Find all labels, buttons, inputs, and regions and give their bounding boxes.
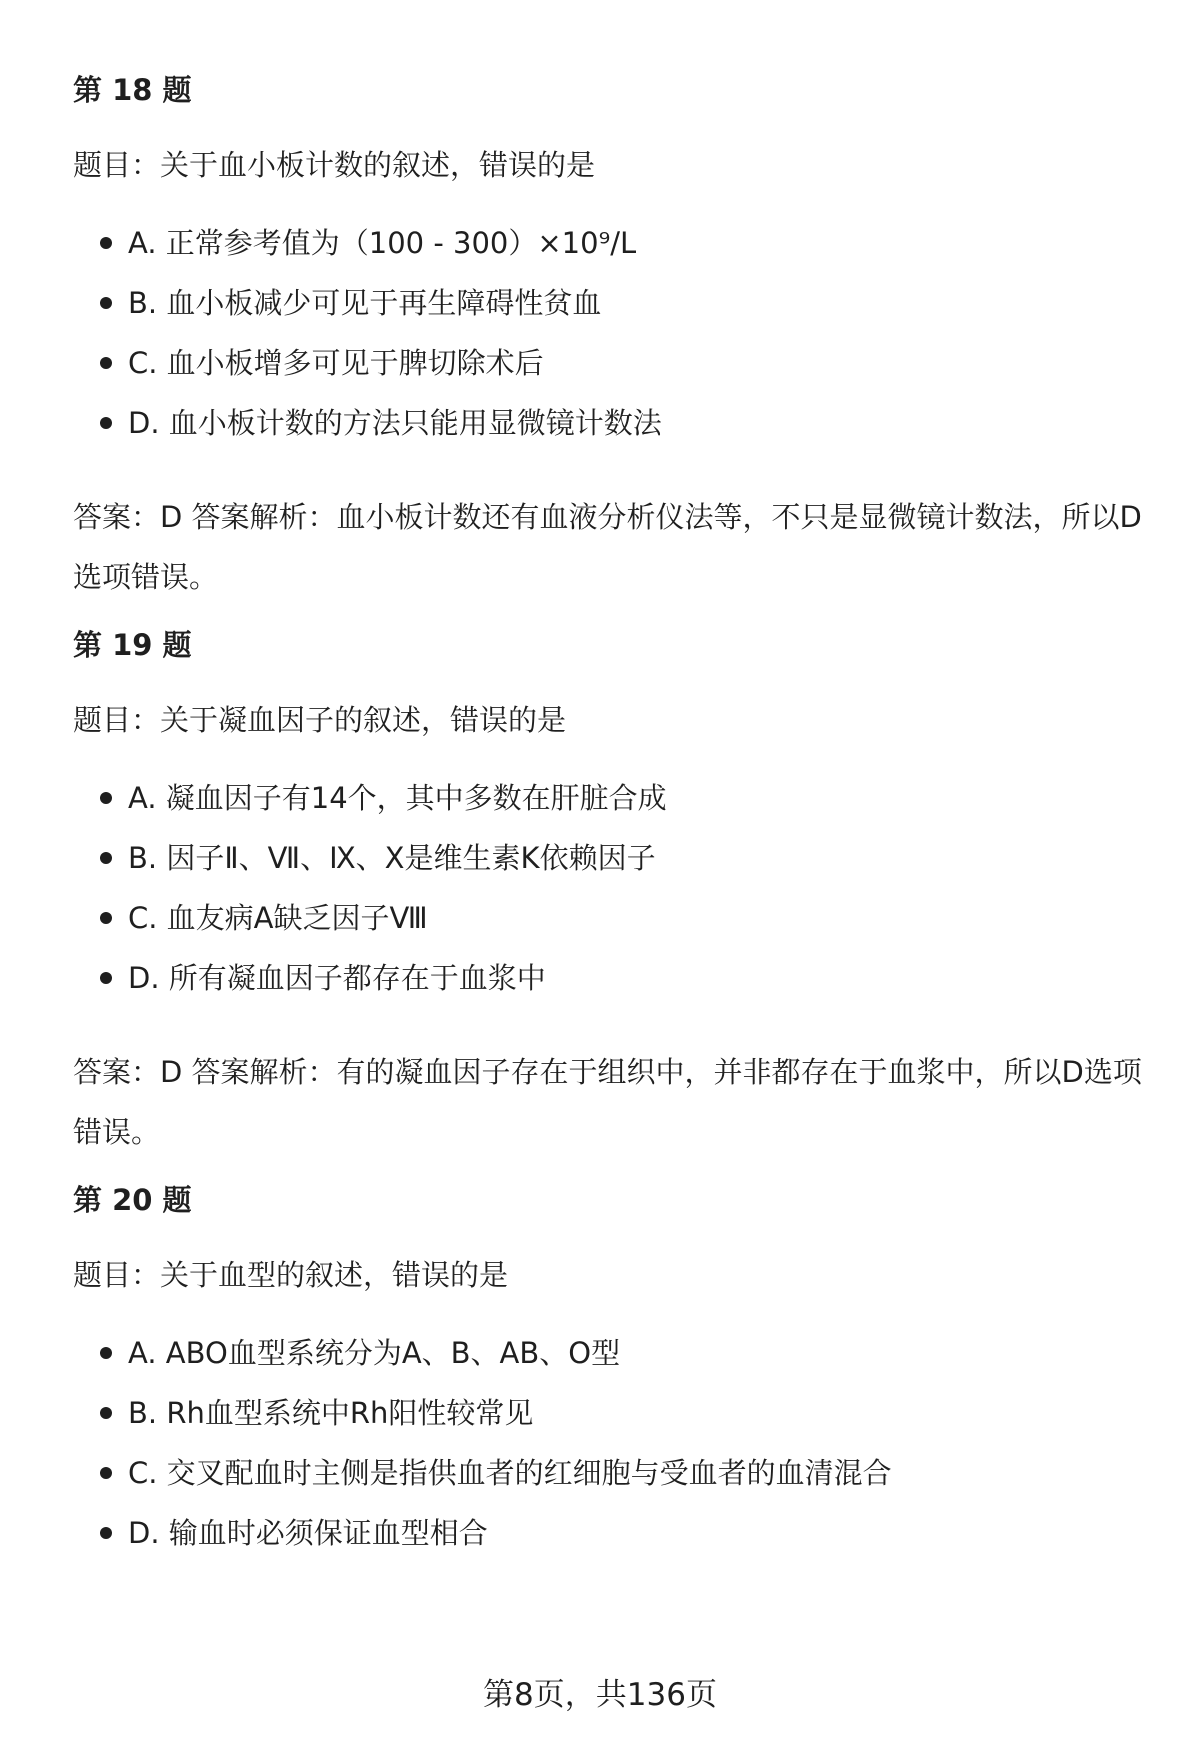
bullet-icon xyxy=(100,357,112,369)
option-text: A. 凝血因子有14个，其中多数在肝脏合成 xyxy=(128,781,667,815)
bullet-icon xyxy=(100,1527,112,1539)
option-text: C. 血小板增多可见于脾切除术后 xyxy=(128,346,544,380)
option-list xyxy=(73,1333,1153,1573)
bullet-icon xyxy=(100,852,112,864)
question-heading: 第 20 题 xyxy=(73,1183,192,1217)
question-20 xyxy=(73,1180,1153,1573)
option-c xyxy=(73,343,1153,403)
document-page xyxy=(73,70,1153,1605)
option-b xyxy=(73,1393,1153,1453)
question-18 xyxy=(73,70,1153,607)
option-text: A. 正常参考值为（100 - 300）×10⁹/L xyxy=(128,226,637,260)
option-text: B. 因子Ⅱ、Ⅶ、Ⅸ、Ⅹ是维生素K依赖因子 xyxy=(128,841,656,875)
option-d xyxy=(73,403,1153,463)
option-b xyxy=(73,838,1153,898)
bullet-icon xyxy=(100,912,112,924)
option-text: C. 交叉配血时主侧是指供血者的红细胞与受血者的血清混合 xyxy=(128,1456,892,1490)
option-text: D. 血小板计数的方法只能用显微镜计数法 xyxy=(128,406,662,440)
bullet-icon xyxy=(100,1467,112,1479)
option-text: A. ABO血型系统分为A、B、AB、O型 xyxy=(128,1336,621,1370)
question-heading: 第 19 题 xyxy=(73,628,192,662)
answer-explanation: 答案：D 答案解析：血小板计数还有血液分析仪法等，不只是显微镜计数法，所以D选项错误。 xyxy=(73,500,1142,594)
option-text: B. 血小板减少可见于再生障碍性贫血 xyxy=(128,286,602,320)
bullet-icon xyxy=(100,237,112,249)
option-a xyxy=(73,778,1153,838)
bullet-icon xyxy=(100,1347,112,1359)
option-d xyxy=(73,1513,1153,1573)
option-text: D. 输血时必须保证血型相合 xyxy=(128,1516,488,1550)
bullet-icon xyxy=(100,1407,112,1419)
question-stem: 题目：关于血型的叙述，错误的是 xyxy=(73,1258,509,1292)
option-list xyxy=(73,223,1153,463)
option-text: C. 血友病A缺乏因子Ⅷ xyxy=(128,901,428,935)
answer-explanation: 答案：D 答案解析：有的凝血因子存在于组织中，并非都存在于血浆中，所以D选项错误。 xyxy=(73,1055,1142,1149)
option-c xyxy=(73,1453,1153,1513)
question-stem: 题目：关于血小板计数的叙述，错误的是 xyxy=(73,148,596,182)
option-list xyxy=(73,778,1153,1018)
option-text: D. 所有凝血因子都存在于血浆中 xyxy=(128,961,546,995)
question-19 xyxy=(73,625,1153,1162)
question-heading: 第 18 题 xyxy=(73,73,192,107)
page-number: 第8页，共136页 xyxy=(483,1677,717,1713)
option-a xyxy=(73,223,1153,283)
option-d xyxy=(73,958,1153,1018)
question-stem: 题目：关于凝血因子的叙述，错误的是 xyxy=(73,703,567,737)
bullet-icon xyxy=(100,297,112,309)
bullet-icon xyxy=(100,792,112,804)
bullet-icon xyxy=(100,972,112,984)
option-b xyxy=(73,283,1153,343)
option-text: B. Rh血型系统中Rh阳性较常见 xyxy=(128,1396,534,1430)
bullet-icon xyxy=(100,417,112,429)
option-a xyxy=(73,1333,1153,1393)
option-c xyxy=(73,898,1153,958)
